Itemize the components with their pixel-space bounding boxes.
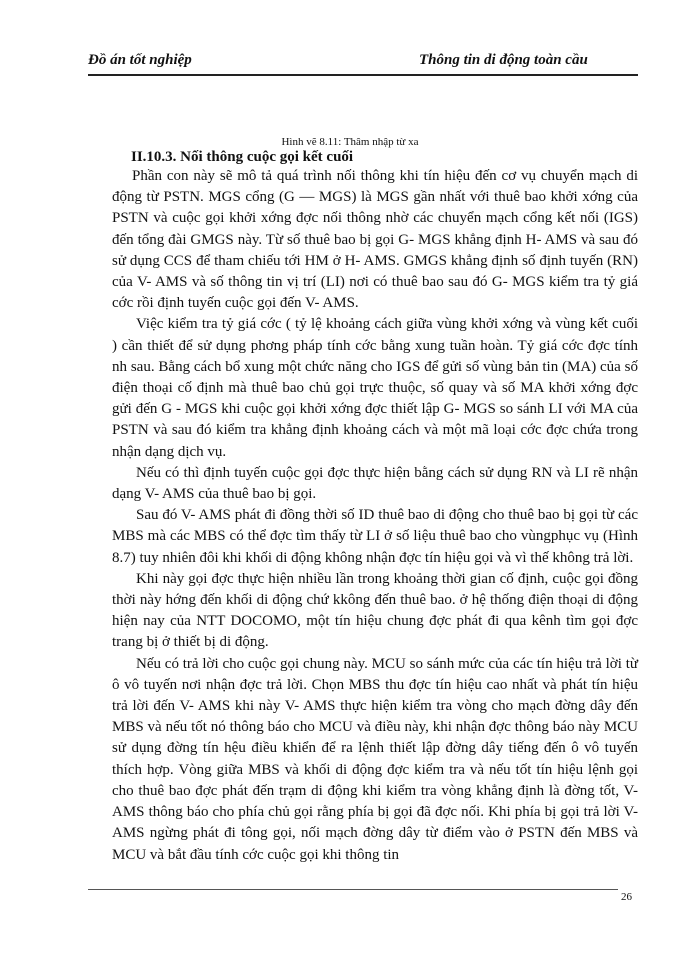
page-header	[88, 52, 638, 76]
paragraph: Phần con này sẽ mô tả quá trình nối thông khi tín hiệu đến cơ vụ chuyển mạch di động từ PSTN. MGS cổng (G — MGS) là MGS gần nhất với thuê bao khởi xớng của PSTN và cuộc gọi khởi xớng đợc nối thông nhờ các chuyển mạch cổng kết nối (IGS) đến tổng đài GMGS này. Từ số thuê bao bị gọi G- MGS khẳng định H- AMS và sau đó sử dụng CCS để tham chiếu tới HM ở H- AMS. GMGS khẳng định số định tuyến (RN) của V- AMS và số thông tin vị trí (LI) nơi có thuê bao sau đó G- MGS kiểm tra tỷ giá cớc rồi định tuyến cuộc gọi đến V- AMS.	[112, 168, 638, 312]
header-right-title: Thông tin di động toàn cầu	[419, 52, 588, 68]
paragraph: Nếu có thì định tuyến cuộc gọi đợc thực hiện bằng cách sử dụng RN và LI rẽ nhận dạng V- AMS của thuê bao bị gọi.	[112, 464, 638, 503]
body-text	[112, 166, 638, 866]
page-number: 26	[621, 891, 632, 903]
paragraph: Sau đó V- AMS phát đi đồng thời số ID thuê bao di động cho thuê bao bị gọi từ các MBS mà các MBS có thể đợc tìm thấy từ LI ở số liệu thuê bao cho vùngphục vụ (Hình 8.7) tuy nhiên đôi khi khối di động không nhận đợc tín hiệu gọi và vì thế không trả lời.	[112, 507, 638, 566]
header-left-title: Đồ án tốt nghiệp	[88, 52, 192, 68]
footer-rule	[88, 889, 618, 890]
paragraph: Nếu có trả lời cho cuộc gọi chung này. MCU so sánh mức của các tín hiệu trả lời từ ô vô tuyến nơi nhận đợc trả lời. Chọn MBS thu đợc tín hiệu cao nhất và phát tín hiệu trả lời đến V- AMS khi này V- AMS thực hiện kiểm tra vòng cho mạch đờng dây đến MBS và nếu tốt nó thông báo cho MCU và điều này, khi nhận đợc thông báo này MCU sử dụng đờng tín hệu điều khiển để ra lệnh thiết lập đờng dây tiếng đến ô vô tuyến thích hợp. Vòng giữa MBS và khối di động đợc kiểm tra và nếu tốt tín hiệu lệnh gọi cho thuê bao đợc phát đến trạm di động khi kiểm tra vòng khẳng định là đờng tốt, V- AMS thông báo cho phía chủ gọi rằng phía bị gọi đã đợc nối. Khi phía bị gọi trả lời V-AMS ngừng phát đi tông gọi, nối mạch đờng dây từ điểm vào ở PSTN đến MBS và MCU và bắt đầu tính cớc cuộc gọi khi thông tin	[112, 655, 638, 863]
section-title: II.10.3. Nối thông cuộc gọi kết cuối	[131, 149, 354, 165]
figure-caption: Hình vẽ 8.11: Thâm nhập từ xa	[281, 136, 419, 148]
paragraph: Việc kiểm tra tỷ giá cớc ( tỷ lệ khoảng cách giữa vùng khởi xớng và vùng kết cuối ) cần thiết để sử dụng phơng pháp tính cớc bằng xung tuần hoàn. Tỷ giá cớc đợc tính nh sau. Bằng cách bổ xung một chức năng cho IGS để gửi số vùng bản tin (MA) của số điện thoại cố định mà thuê bao chủ gọi trực thuộc, số quay và số MA khởi xớng đợc gửi đến G - MGS khi cuộc gọi khởi xớng đợc thiết lập G- MGS so sánh LI với MA của PSTN và sau đó kiểm tra khẳng định khoảng cách và một mã loại cớc đợc chứa trong nhận dạng dịch vụ.	[112, 316, 638, 460]
paragraph: Khi này gọi đợc thực hiện nhiều lần trong khoảng thời gian cố định, cuộc gọi đồng thời này hớng đến khối di động chứ kkông đến thuê bao. ở hệ thống điện thoại di động hiện nay của NTT DOCOMO, một tín hiệu chung đợc phát đi qua kênh tìm gọi đợc trang bị ở thiết bị di động.	[112, 570, 638, 651]
